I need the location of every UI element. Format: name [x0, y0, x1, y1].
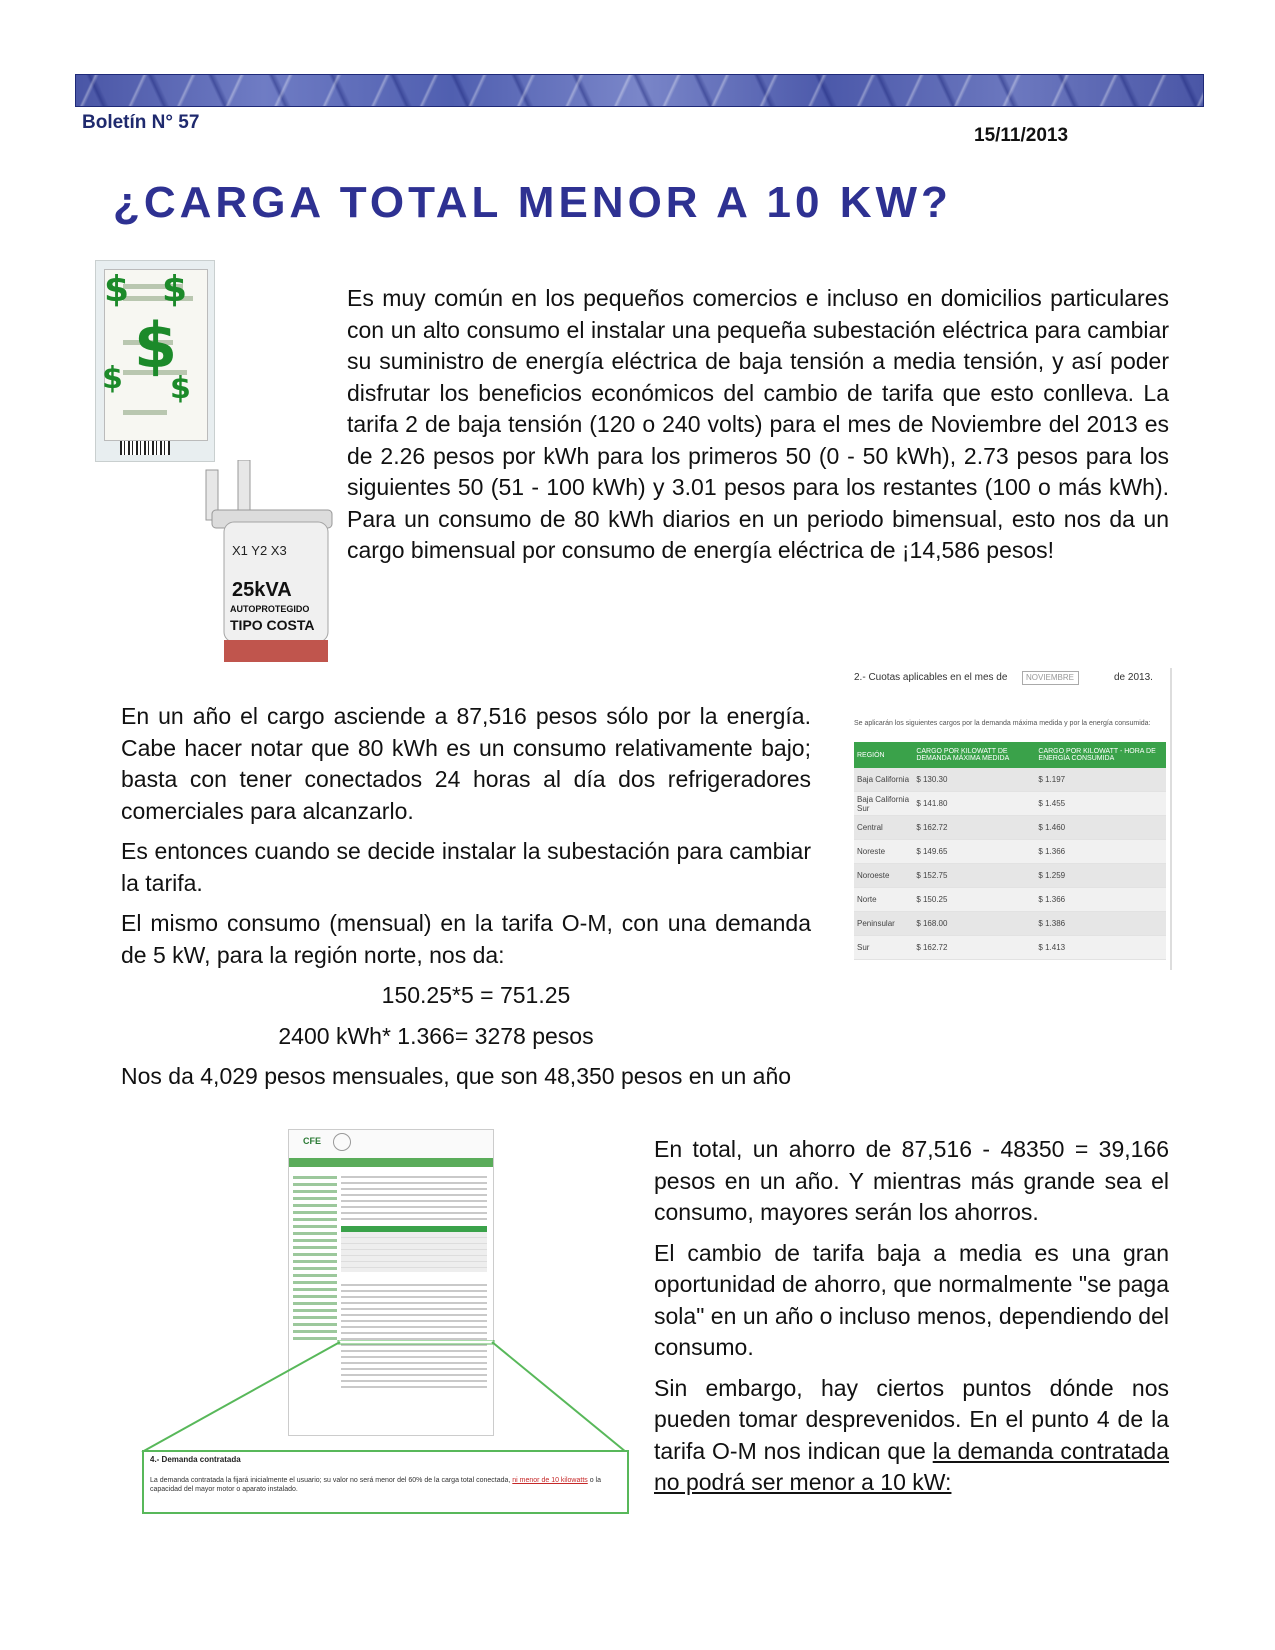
region-cell: Noreste	[854, 840, 913, 864]
bottom-paragraph-1: En total, un ahorro de 87,516 - 48350 = 39,166 pesos en un año. Y mientras más grande sea el consumo, mayores serán los ahorros.	[654, 1136, 1169, 1225]
rate-table-note: Se aplicarán los siguientes cargos por la demanda máxima medida y por la energía consumida:	[854, 720, 1151, 727]
table-row	[854, 936, 1166, 960]
demand-cell: $ 141.80	[913, 792, 1035, 816]
table-row	[854, 888, 1166, 912]
table-row	[854, 840, 1166, 864]
bottom-paragraph-3-underlined: la demanda contratada no podrá ser menor a 10 kW:	[654, 1437, 1170, 1495]
transformer-label-2: TIPO COSTA	[230, 617, 315, 633]
rate-table	[854, 742, 1166, 960]
demand-cell: $ 149.65	[913, 840, 1035, 864]
transformer-terminals: X1 Y2 X3	[232, 543, 287, 558]
transformer-rating: 25kVA	[232, 579, 292, 601]
callout-title: 4.- Demanda contratada	[150, 1455, 241, 1464]
middle-paragraph-3: El mismo consumo (mensual) en la tarifa O-M, con una demanda de 5 kW, para la región norte, nos da:	[121, 910, 811, 968]
region-cell: Baja California Sur	[854, 792, 913, 816]
poster-line	[123, 410, 167, 415]
page-title: ¿CARGA TOTAL MENOR A 10 KW?	[113, 178, 952, 227]
transformer-image	[198, 460, 346, 670]
energy-cell: $ 1.197	[1035, 768, 1166, 792]
energy-cell: $ 1.460	[1035, 816, 1166, 840]
middle-paragraph-1: En un año el cargo asciende a 87,516 pesos sólo por la energía. Cabe hacer notar que 80 kWh es un consumo relativamente bajo; basta con tener conectados 24 horas al día dos refrigeradores comerciales para alcanzarlo.	[121, 703, 811, 824]
middle-text-block	[121, 701, 811, 1093]
government-crest-icon	[333, 1133, 351, 1151]
callout-highlight: ni menor de 10 kilowatts	[512, 1477, 588, 1484]
bulletin-date: 15/11/2013	[974, 125, 1069, 146]
energy-cell: $ 1.259	[1035, 864, 1166, 888]
demand-cell: $ 150.25	[913, 888, 1035, 912]
tariff-poster-image	[95, 260, 215, 462]
website-sidebar	[293, 1172, 337, 1344]
demand-cell: $ 168.00	[913, 912, 1035, 936]
column-header: CARGO POR KILOWATT - HORA DE ENERGÍA CONSUMIDA	[1035, 742, 1166, 768]
energy-cell: $ 1.455	[1035, 792, 1166, 816]
dollar-sign-icon: $	[162, 269, 188, 310]
intro-paragraph: Es muy común en los pequeños comercios e incluso en domicilios particulares con un alto consumo el instalar una pequeña subestación eléctrica para cambiar su suministro de energía eléctrica de baja tensión a media tensión, y así poder disfrutar los beneficios económicos del cambio de tarifa que esto conlleva. La tarifa 2 de baja tensión (120 o 240 volts) para el mes de Noviembre del 2013 es de 2.26 pesos por kWh para los primeros 50 (0 - 50 kWh), 2.73 pesos para los siguientes 50 (51 - 100 kWh) y 3.01 pesos para los restantes (100 o más kWh). Para un consumo de 80 kWh diarios en un periodo bimensual, esto nos da un cargo bimensual por consumo de energía eléctrica de ¡14,586 pesos!	[347, 285, 1169, 563]
equation-demand: 150.25*5 = 751.25	[381, 982, 571, 1008]
header-banner	[75, 74, 1204, 107]
barcode	[120, 441, 170, 455]
bottom-paragraph-3-text: Sin embargo, hay ciertos puntos dónde nos pueden tomar desprevenidos. En el punto 4 de la tarifa O-M nos indican que	[654, 1374, 1169, 1464]
energy-cell: $ 1.366	[1035, 840, 1166, 864]
demand-cell: $ 162.72	[913, 936, 1035, 960]
equation-energy: 2400 kWh* 1.366= 3278 pesos	[278, 1022, 594, 1049]
cfe-logo: CFE	[303, 1136, 321, 1146]
dollar-sign-icon: $	[170, 371, 191, 406]
demand-cell: $ 162.72	[913, 816, 1035, 840]
rate-table-year: de 2013.	[1114, 672, 1153, 683]
rate-table-heading: 2.- Cuotas aplicables en el mes de	[854, 672, 1008, 683]
website-nav-bar	[289, 1158, 493, 1167]
region-cell: Noroeste	[854, 864, 913, 888]
demand-cell: $ 152.75	[913, 864, 1035, 888]
table-row	[854, 816, 1166, 840]
bulletin-number: Boletín N° 57	[82, 112, 200, 133]
rate-table-screenshot	[852, 668, 1172, 970]
zoom-lines	[140, 1340, 630, 1455]
table-row	[854, 768, 1166, 792]
demand-callout	[142, 1450, 629, 1514]
dollar-sign-icon: $	[104, 269, 130, 310]
dollar-sign-icon: $	[102, 361, 123, 396]
middle-paragraph-2: Es entonces cuando se decide instalar la subestación para cambiar la tarifa.	[121, 838, 811, 896]
energy-cell: $ 1.413	[1035, 936, 1166, 960]
bottom-text-block	[654, 1134, 1169, 1499]
region-cell: Peninsular	[854, 912, 913, 936]
callout-text-part: o la capacidad del mayor motor o aparato instalado.	[150, 1477, 601, 1493]
table-row	[854, 864, 1166, 888]
column-header: CARGO POR KILOWATT DE DEMANDA MÁXIMA MEDIDA	[913, 742, 1035, 768]
energy-cell: $ 1.386	[1035, 912, 1166, 936]
bottom-paragraph-2: El cambio de tarifa baja a media es una gran oportunidad de ahorro, que normalmente "se paga sola" en un año o incluso menos, dependiendo del consumo.	[654, 1239, 1169, 1360]
region-cell: Norte	[854, 888, 913, 912]
website-content	[341, 1172, 487, 1224]
bottom-paragraph-3	[654, 1373, 1169, 1499]
callout-text-part: La demanda contratada la fijará inicialmente el usuario; su valor no será menor del 60% de la carga total conectada,	[150, 1477, 513, 1484]
region-cell: Sur	[854, 936, 913, 960]
transformer-label-1: AUTOPROTEGIDO	[230, 604, 310, 614]
region-cell: Baja California	[854, 768, 913, 792]
table-row	[854, 792, 1166, 816]
month-select: NOVIEMBRE	[1022, 671, 1079, 685]
dollar-sign-icon: $	[134, 309, 178, 382]
middle-paragraph-4: Nos da 4,029 pesos mensuales, que son 48,350 pesos en un año	[121, 1063, 792, 1089]
region-cell: Central	[854, 816, 913, 840]
demand-cell: $ 130.30	[913, 768, 1035, 792]
website-rate-table	[341, 1226, 487, 1272]
table-row	[854, 912, 1166, 936]
callout-text	[150, 1476, 620, 1494]
column-header: REGIÓN	[854, 742, 913, 768]
energy-cell: $ 1.366	[1035, 888, 1166, 912]
